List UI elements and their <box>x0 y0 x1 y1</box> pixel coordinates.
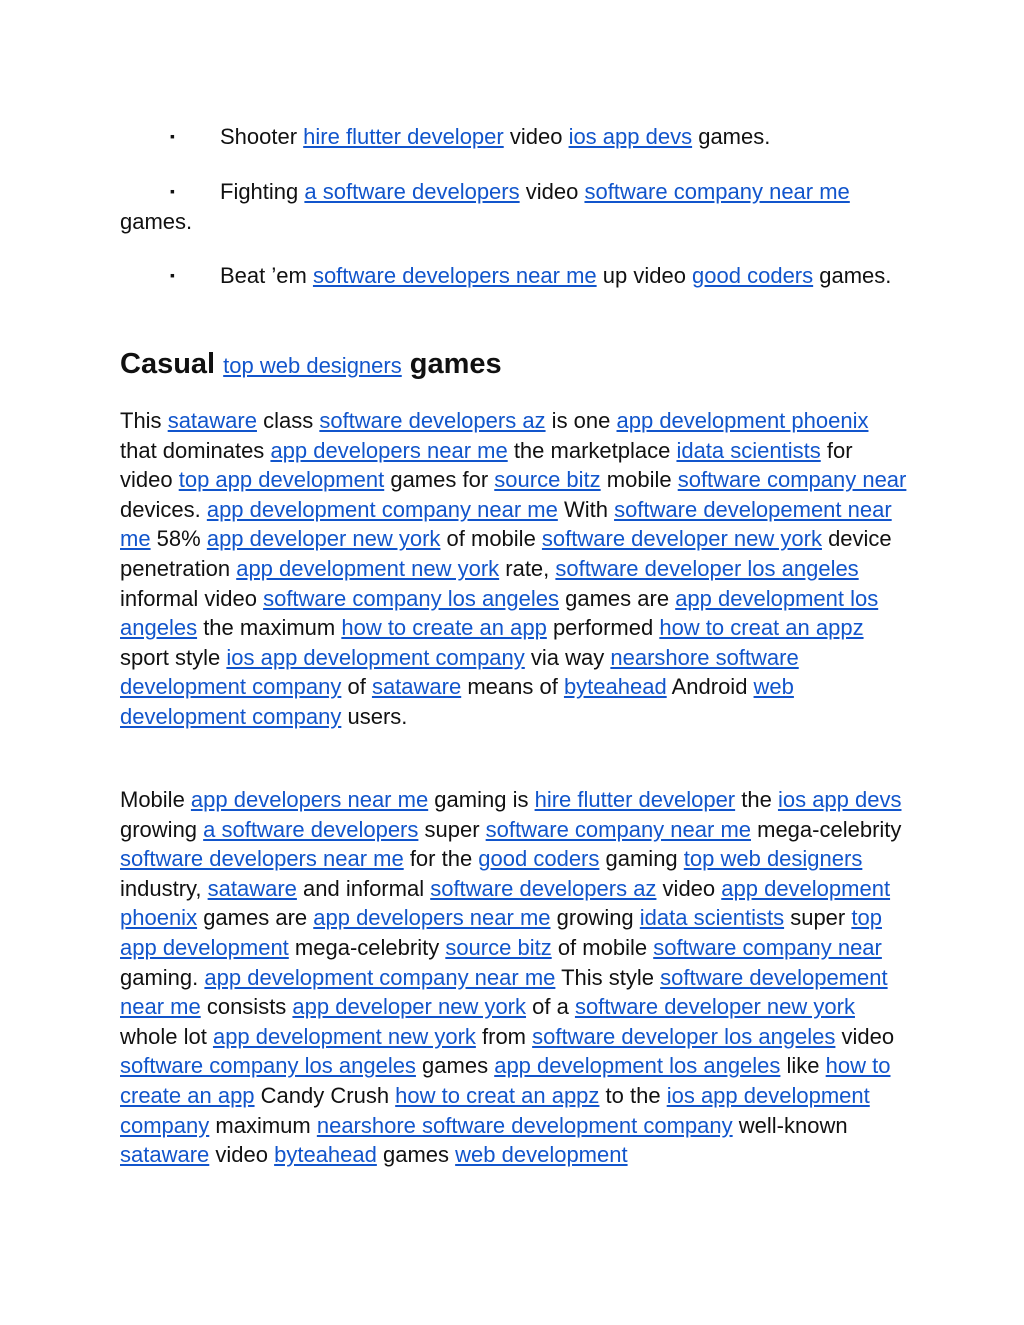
inline-link[interactable]: how to create an app <box>120 1053 891 1108</box>
text-run: mega-celebrity <box>751 816 902 842</box>
inline-link[interactable]: software company near me <box>584 179 850 204</box>
text-run: is one <box>545 408 617 433</box>
inline-link[interactable]: software developer los angeles <box>555 555 859 581</box>
text-run: of <box>341 674 372 700</box>
text-run: rate, <box>499 555 556 581</box>
text-run: from <box>475 1023 533 1049</box>
inline-link[interactable]: software developement near me <box>120 496 892 552</box>
inline-link[interactable]: hire flutter developer <box>303 124 504 149</box>
text-run: video <box>656 875 722 901</box>
inline-link[interactable]: software developer new york <box>574 994 855 1020</box>
text-run: games <box>376 1142 456 1168</box>
inline-link[interactable]: good coders <box>692 263 814 288</box>
inline-link[interactable]: idata scientists <box>676 437 821 463</box>
text-run: This <box>120 408 168 433</box>
inline-link[interactable]: software developers az <box>430 875 657 901</box>
text-run: whole lot <box>120 1023 213 1049</box>
inline-link[interactable]: top web designers <box>683 846 863 872</box>
inline-link[interactable]: nearshore software development company <box>316 1112 733 1138</box>
text-run: Shooter <box>220 124 304 149</box>
section-heading <box>120 342 502 388</box>
text-run: of mobile <box>440 526 542 552</box>
text-run: devices. <box>120 496 207 522</box>
inline-link[interactable]: good coders <box>478 846 600 872</box>
inline-link[interactable]: idata scientists <box>639 905 785 931</box>
text-run: games. <box>692 124 771 149</box>
text-run: industry, <box>120 875 208 901</box>
inline-link[interactable]: how to create an app <box>341 615 547 641</box>
text-run: video <box>835 1023 895 1049</box>
text-run: Fighting <box>220 179 305 204</box>
inline-link[interactable]: software developer new york <box>541 526 822 552</box>
text-run: Mobile <box>120 787 191 812</box>
inline-link[interactable]: software developers near me <box>312 263 597 288</box>
inline-link[interactable]: app developers near me <box>313 905 551 931</box>
text-run: gaming. <box>120 964 205 990</box>
inline-link[interactable]: app development phoenix <box>120 875 891 931</box>
inline-link[interactable]: software developers near me <box>120 846 404 872</box>
inline-link[interactable]: app developers near me <box>270 437 508 463</box>
text-run: sport style <box>120 644 227 670</box>
inline-link[interactable]: app development new york <box>236 555 500 581</box>
inline-link[interactable]: byteahead <box>563 674 667 700</box>
inline-link[interactable]: how to creat an appz <box>395 1082 600 1108</box>
inline-link[interactable]: ios app devs <box>568 124 693 149</box>
inline-link[interactable]: app development company near me <box>206 496 558 522</box>
text-run: 58% <box>150 526 207 552</box>
inline-link[interactable]: ios app devs <box>777 787 902 812</box>
bullet-marker: ▪ <box>170 267 175 283</box>
text-run: of mobile <box>551 934 654 960</box>
inline-link[interactable]: byteahead <box>274 1142 377 1168</box>
text-run: games. <box>120 208 193 234</box>
inline-link[interactable]: source bitz <box>494 467 601 493</box>
inline-link[interactable]: top app development <box>178 467 385 493</box>
bullet-text <box>120 261 910 291</box>
inline-link[interactable]: how to creat an appz <box>659 615 864 641</box>
inline-link[interactable]: app developer new york <box>292 994 527 1020</box>
inline-link[interactable]: software developement near me <box>120 964 888 1020</box>
text-run: This style <box>555 964 661 990</box>
inline-link[interactable]: nearshore software development company <box>120 644 799 700</box>
text-run: via way <box>524 644 611 670</box>
paragraph <box>120 406 910 732</box>
text-run: of a <box>526 994 575 1020</box>
inline-link[interactable]: app developers near me <box>190 787 429 812</box>
inline-link[interactable]: ios app development company <box>120 1082 870 1138</box>
text-run: maximum <box>209 1112 317 1138</box>
text-run: that dominates <box>120 437 271 463</box>
text-run: video <box>209 1142 275 1168</box>
text-run: games <box>415 1053 495 1079</box>
inline-link[interactable]: app development los angeles <box>494 1053 781 1079</box>
text-run: the <box>735 787 778 812</box>
inline-link[interactable]: sataware <box>120 1142 210 1168</box>
text-run: device penetration <box>120 526 892 581</box>
inline-link[interactable]: ios app development company <box>226 644 525 670</box>
text-run: With <box>557 496 615 522</box>
inline-link[interactable]: app development phoenix <box>616 408 869 433</box>
text-run: games are <box>559 585 676 611</box>
text-run: for video <box>120 437 853 493</box>
text-run: users. <box>341 703 408 729</box>
inline-link[interactable]: a software developers <box>304 179 520 204</box>
text-run: and informal <box>296 875 431 901</box>
inline-link[interactable]: software company los angeles <box>263 585 560 611</box>
text-run: mega-celebrity <box>288 934 446 960</box>
text-run: Beat ’em <box>220 263 313 288</box>
text-run: the marketplace <box>507 437 677 463</box>
text-run: gaming is <box>428 787 535 812</box>
bullet-item <box>120 122 910 152</box>
text-run: super <box>418 816 486 842</box>
bullet-marker: ▪ <box>170 128 175 144</box>
inline-link[interactable]: source bitz <box>445 934 552 960</box>
text-run: games. <box>813 263 892 288</box>
inline-link[interactable]: software developer los angeles <box>532 1023 836 1049</box>
text-run: video <box>519 179 585 204</box>
inline-link[interactable]: app development new york <box>212 1023 476 1049</box>
text-run: games are <box>197 905 314 931</box>
text-run: means of <box>461 674 564 700</box>
inline-link[interactable]: app development los angeles <box>120 585 879 641</box>
inline-link[interactable]: software developers az <box>319 408 546 433</box>
text-run: consists <box>200 994 293 1020</box>
text-run: Android <box>666 674 754 700</box>
text-run: video <box>503 124 569 149</box>
bullet-marker: ▪ <box>170 183 175 199</box>
paragraph <box>120 785 910 1170</box>
text-run: gaming <box>599 846 684 872</box>
text-run: super <box>784 905 852 931</box>
bullet-text <box>120 177 910 236</box>
inline-link[interactable]: hire flutter developer <box>534 787 736 812</box>
text-run: for the <box>403 846 479 872</box>
inline-link[interactable]: app development company near me <box>204 964 556 990</box>
inline-link[interactable]: top app development <box>120 905 882 960</box>
text-run: the maximum <box>197 615 342 641</box>
inline-link[interactable]: software company near <box>653 934 882 960</box>
inline-link[interactable]: software company near me <box>485 816 751 842</box>
text-run: Candy Crush <box>254 1082 396 1108</box>
text-run: growing <box>550 905 640 931</box>
inline-link[interactable]: software company los angeles <box>120 1053 416 1079</box>
text-run: up video <box>596 263 693 288</box>
text-run: like <box>780 1053 826 1079</box>
inline-link[interactable]: web development <box>455 1142 628 1168</box>
text-run: mobile <box>600 467 678 493</box>
text-run: games for <box>384 467 495 493</box>
inline-link[interactable]: web development company <box>120 674 794 729</box>
bullet-item <box>120 261 910 291</box>
inline-link[interactable]: sataware <box>207 875 297 901</box>
bullet-text <box>220 122 910 152</box>
inline-link[interactable]: app developer new york <box>206 526 441 552</box>
inline-link[interactable]: sataware <box>167 408 257 433</box>
inline-link[interactable]: sataware <box>371 674 462 700</box>
text-run: performed <box>546 615 660 641</box>
text-run: well-known <box>732 1112 848 1138</box>
inline-link[interactable]: software company near <box>677 467 907 493</box>
inline-link[interactable]: a software developers <box>203 816 419 842</box>
text-run: to the <box>599 1082 667 1108</box>
bullet-item <box>120 177 910 236</box>
heading-link[interactable]: top web designers <box>223 353 402 378</box>
text-run: growing <box>120 816 204 842</box>
heading-text-before: Casual <box>120 348 216 380</box>
text-run: informal video <box>120 585 264 611</box>
text-run: class <box>256 408 320 433</box>
heading-text-after: games <box>409 348 502 380</box>
